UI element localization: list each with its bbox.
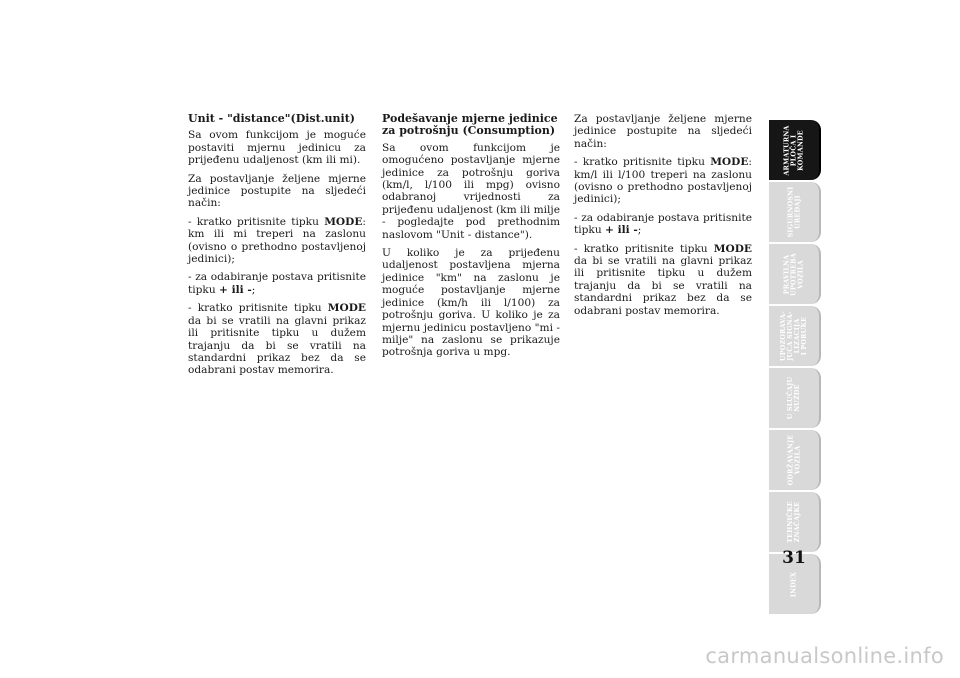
text: - kratko pritisnite tipku: [188, 215, 325, 228]
tab-label: SIGURNOSNI UREĐAJI: [786, 186, 801, 238]
paragraph: [188, 302, 366, 376]
paragraph: [574, 156, 752, 206]
text: ;: [251, 283, 256, 296]
tab-correct-use[interactable]: [769, 244, 821, 304]
tab-technical-specs[interactable]: [769, 492, 821, 552]
paragraph: [188, 271, 366, 296]
text: - za odabiranje postava pritisnite tipku: [188, 271, 366, 296]
mode-key: MODE: [327, 302, 366, 315]
text-column-1: [188, 113, 366, 383]
tab-label: TEHNIČKE ZNAČAJKE: [786, 501, 801, 543]
watermark: carmanualsonline.info: [705, 644, 944, 668]
page-number: 31: [782, 548, 806, 568]
mode-key: MODE: [324, 215, 363, 228]
tab-label: ODRŽAVANJE VOZILA: [786, 434, 802, 486]
paragraph: [188, 216, 366, 266]
text: da bi se vratili na glavni prikaz ili pritisnite tipku u dužem trajanju da bi se vratili na standardni prikaz bez da se odabrani postav memorira.: [188, 314, 366, 377]
tab-safety-devices[interactable]: [769, 182, 821, 242]
text: da bi se vratili na glavni prikaz ili pritisnite tipku u dužem trajanju da bi se vratili na standardni prikaz bez da se odabrani postav memorira.: [574, 255, 752, 317]
text-column-3: [574, 113, 752, 323]
text: - kratko pritisnite tipku: [188, 302, 328, 315]
tab-label: ARMATURNA PLOČA I KOMANDE: [782, 124, 805, 176]
tab-maintenance[interactable]: [769, 430, 821, 490]
tab-label: U SLUČAJU NUŽDE: [786, 376, 801, 420]
paragraph: Sa ovom funkcijom je omogućeno postavljanje mjerne jedinice za potrošnju goriva (km/l, l/100 ili mpg) ovisno odabranoj vrijednosti za prijeđenu udaljenost (km ili milje - pogledajte pod prethodnim naslovom "Unit - distance").: [382, 141, 560, 241]
text: : km/l ili l/100 treperi na zaslonu (ovisno o prethodno postavljenoj jedinici);: [574, 156, 752, 206]
text: - za odabiranje postava pritisnite tipku: [574, 211, 752, 237]
text: ;: [637, 224, 642, 237]
plus-minus-key: + ili -: [605, 224, 638, 237]
paragraph: [574, 243, 752, 317]
mode-key: MODE: [713, 242, 752, 255]
section-heading-distance-unit: Unit - "distance"(Dist.unit): [188, 112, 355, 125]
paragraph: U koliko je za prijeđenu udaljenost postavljena mjerna jedinice "km" na zaslonu je moguće postavljanje mjerne jedinice (km/h ili l/100) za potrošnju goriva. U koliko je za mjernu jedinicu postavljeno "mi - milje" na zaslonu se prikazuje potrošnja goriva u mpg.: [382, 247, 560, 359]
paragraph: Za postavljanje željene mjerne jedinice postupite na sljedeći način:: [574, 113, 752, 150]
tab-warning-lights[interactable]: [769, 306, 821, 366]
text: : km ili mi treperi na zaslonu (ovisno o prethodno postavljenoj jedinici);: [188, 215, 366, 266]
section-heading-consumption-unit: Podešavanje mjerne jedinice za potrošnju (Consumption): [382, 112, 558, 138]
text: - kratko pritisnite tipku: [574, 156, 711, 169]
tab-instrument-panel[interactable]: [769, 120, 821, 180]
tab-emergency[interactable]: [769, 368, 821, 428]
paragraph: Sa ovom funkcijom je moguće postaviti mjernu jedinicu za prijeđenu udaljenost (km ili mi).: [188, 129, 366, 167]
tab-label: UPOZORAVA- JUĆA SIGNA- LIZACIJA I PORUKE: [779, 310, 808, 362]
text: - kratko pritisnite tipku: [574, 242, 714, 255]
plus-minus-key: + ili -: [219, 283, 252, 296]
tab-label: PRAVILNA UPOTREBA VOZILA: [782, 252, 805, 296]
text-column-2: [382, 113, 560, 365]
mode-key: MODE: [710, 156, 749, 169]
paragraph: Za postavljanje željene mjerne jedinice postupite na sljedeći način:: [188, 172, 366, 210]
tab-label: INDEX: [789, 571, 798, 597]
paragraph: [574, 212, 752, 237]
